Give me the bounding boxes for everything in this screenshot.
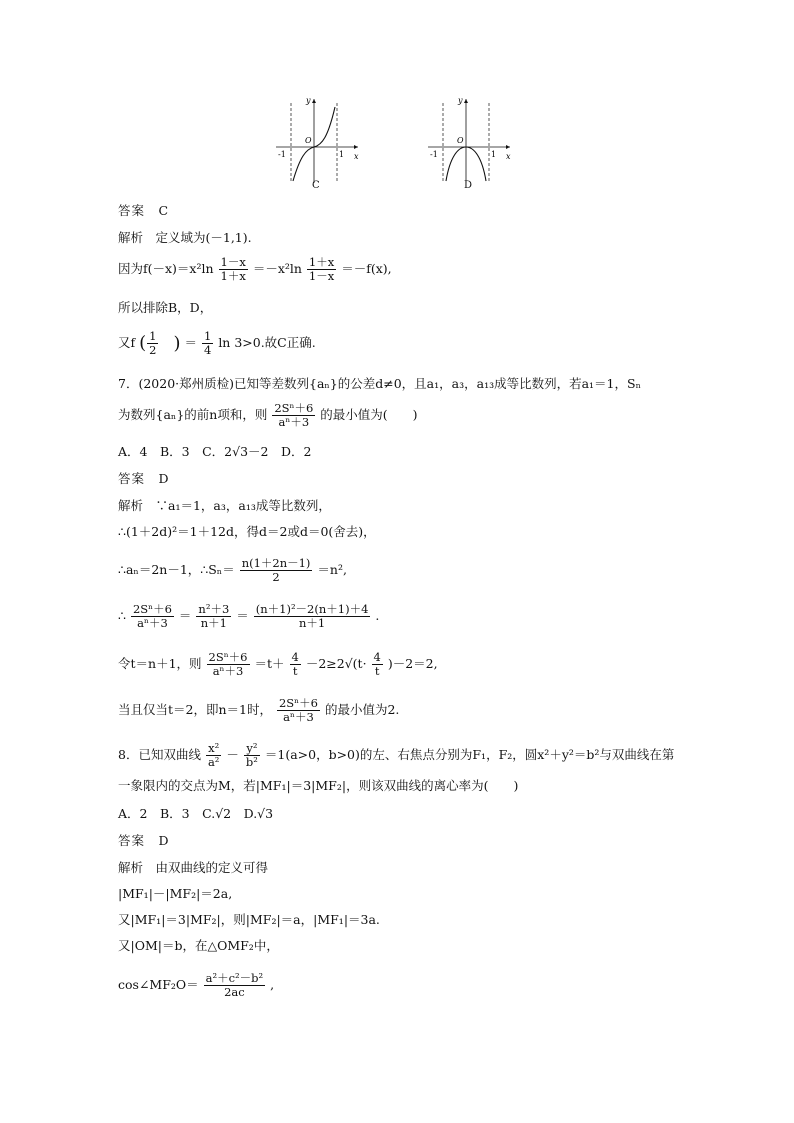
denominator: a² bbox=[207, 755, 220, 769]
tick-neg-label: -1 bbox=[430, 150, 438, 159]
fraction bbox=[240, 557, 313, 584]
text: ＝－f(x), bbox=[341, 261, 392, 276]
q8-stem-line1 bbox=[118, 742, 674, 769]
text: ∴aₙ＝2n－1，∴Sₙ＝ bbox=[118, 562, 235, 577]
denominator: 1＋x bbox=[220, 269, 246, 283]
graph-d bbox=[424, 95, 514, 187]
graph-c-label: C bbox=[312, 180, 320, 191]
text: 又f bbox=[118, 335, 136, 350]
fraction bbox=[244, 742, 260, 769]
denominator: aⁿ＋3 bbox=[278, 415, 310, 429]
numerator: 2Sⁿ＋6 bbox=[274, 401, 314, 415]
q8-options: A．2 B．3 C.√2 D.√3 bbox=[118, 806, 274, 821]
q7-analysis-2: ∴(1＋2d)²＝1＋12d，得d＝2或d＝0(舍去)， bbox=[118, 524, 376, 539]
numerator: 1－x bbox=[220, 255, 246, 269]
denominator: 2ac bbox=[224, 985, 245, 999]
tick-neg-label: -1 bbox=[278, 150, 286, 159]
origin-label: O bbox=[457, 136, 464, 145]
q8-analysis-1: 解析 由双曲线的定义可得 bbox=[118, 860, 269, 875]
text: ＝n², bbox=[317, 562, 347, 577]
denominator: b² bbox=[245, 755, 258, 769]
axis-x-label: x bbox=[354, 152, 359, 161]
text: 因为f(－x)＝x²ln bbox=[118, 261, 214, 276]
denominator: 2 bbox=[272, 570, 280, 584]
numerator: 2Sⁿ＋6 bbox=[208, 650, 248, 664]
text: . bbox=[375, 608, 380, 623]
q6-line3 bbox=[118, 256, 392, 283]
fraction bbox=[196, 603, 231, 630]
denominator: aⁿ＋3 bbox=[137, 616, 168, 630]
text: 当且仅当t＝2，即n＝1时， bbox=[118, 702, 272, 717]
origin-label: O bbox=[305, 136, 312, 145]
fraction bbox=[307, 256, 336, 283]
tick-pos-label: 1 bbox=[491, 150, 497, 159]
text: 的最小值为( ) bbox=[320, 407, 418, 422]
text: 为数列{aₙ}的前n项和，则 bbox=[118, 407, 268, 422]
text: ＝ bbox=[236, 608, 249, 623]
q6-analysis: 解析 定义域为(－1,1). bbox=[118, 230, 252, 245]
q7-stem-line2 bbox=[118, 402, 418, 429]
numerator: x² bbox=[206, 742, 221, 756]
fraction bbox=[207, 651, 250, 678]
q7-analysis-5 bbox=[118, 651, 438, 678]
fraction bbox=[254, 603, 371, 630]
q6-answer: 答案 C bbox=[118, 203, 170, 218]
fraction bbox=[290, 651, 301, 678]
fraction bbox=[272, 402, 315, 429]
q7-analysis-4 bbox=[118, 603, 379, 630]
axis-x-label: x bbox=[506, 152, 511, 161]
q7-stem-line1: 7．(2020·郑州质检)已知等差数列{aₙ}的公差d≠0，且a₁，a₃，a₁₃成等比数列，若a₁＝1，Sₙ bbox=[118, 376, 641, 391]
denominator: t bbox=[374, 664, 380, 678]
denominator: n＋1 bbox=[200, 616, 227, 630]
numerator: 1＋x bbox=[308, 255, 335, 269]
text: ＝t＋ bbox=[254, 656, 285, 671]
numerator: 1 bbox=[204, 329, 212, 343]
numerator: 2Sⁿ＋6 bbox=[278, 696, 318, 710]
fraction bbox=[147, 330, 158, 357]
axis-y-label: y bbox=[306, 96, 311, 105]
text: ∴ bbox=[118, 608, 126, 623]
denominator: 4 bbox=[204, 343, 212, 357]
numerator: y² bbox=[244, 742, 260, 756]
q7-analysis-1: 解析 ∵a₁＝1，a₃，a₁₃成等比数列， bbox=[118, 498, 331, 513]
text: ＝ bbox=[178, 608, 192, 623]
numerator: 4 bbox=[373, 650, 381, 664]
numerator: n(1＋2n－1) bbox=[241, 556, 311, 570]
text: , bbox=[270, 977, 275, 992]
q6-line4: 所以排除B，D， bbox=[118, 300, 213, 315]
q7-answer: 答案 D bbox=[118, 471, 170, 486]
text: 令t＝n＋1，则 bbox=[118, 656, 202, 671]
axis-y-label: y bbox=[458, 96, 463, 105]
text: ＝1(a>0，b>0)的左、右焦点分别为F₁，F₂，圆x²＋y²＝b²与双曲线在第 bbox=[264, 747, 675, 762]
denominator: n＋1 bbox=[298, 616, 326, 630]
graph-d-label: D bbox=[464, 180, 473, 191]
q8-analysis-4: 又|OM|＝b，在△OMF₂中， bbox=[118, 938, 279, 953]
q8-analysis-3: 又|MF₁|＝3|MF₂|，则|MF₂|＝a，|MF₁|＝3a. bbox=[118, 912, 380, 927]
q8-answer: 答案 D bbox=[118, 833, 170, 848]
q6-line5: 又f ( $\frac{1}{2}$ ) ＝ $\frac{1}{4}$ ln 3>0.故C正确. bbox=[118, 329, 316, 357]
fraction bbox=[131, 603, 174, 630]
numerator: n²＋3 bbox=[198, 602, 230, 616]
graph-c bbox=[272, 95, 362, 187]
numerator: 2Sⁿ＋6 bbox=[132, 602, 172, 616]
text: 8．已知双曲线 bbox=[118, 747, 201, 762]
numerator: (n＋1)²－2(n＋1)＋4 bbox=[255, 602, 369, 616]
denominator: 2 bbox=[149, 343, 157, 357]
q8-analysis-2: |MF₁|－|MF₂|＝2a, bbox=[118, 886, 233, 901]
fraction bbox=[219, 256, 248, 283]
text: )－2＝2, bbox=[387, 656, 438, 671]
text: ＝ bbox=[184, 335, 198, 350]
text: ln 3>0.故C正确. bbox=[218, 335, 316, 350]
text: cos∠MF₂O＝ bbox=[118, 977, 199, 992]
text: ＝－x²ln bbox=[252, 261, 302, 276]
tick-pos-label: 1 bbox=[339, 150, 345, 159]
q7-analysis-3 bbox=[118, 557, 347, 584]
denominator: t bbox=[292, 664, 298, 678]
fraction bbox=[202, 330, 213, 357]
fraction bbox=[277, 697, 320, 724]
text: 的最小值为2. bbox=[324, 702, 400, 717]
denominator: aⁿ＋3 bbox=[283, 710, 314, 724]
q7-analysis-6 bbox=[118, 697, 399, 724]
text: － bbox=[226, 747, 239, 762]
denominator: aⁿ＋3 bbox=[212, 664, 244, 678]
fraction bbox=[204, 972, 266, 999]
text: －2≥2√(t· bbox=[305, 656, 367, 671]
fraction bbox=[372, 651, 383, 678]
numerator: 1 bbox=[149, 329, 157, 343]
q8-stem-line2: 一象限内的交点为M，若|MF₁|＝3|MF₂|，则该双曲线的离心率为( ) bbox=[118, 778, 519, 793]
numerator: 4 bbox=[291, 650, 299, 664]
q8-analysis-5 bbox=[118, 972, 274, 999]
denominator: 1－x bbox=[308, 269, 335, 283]
fraction bbox=[206, 742, 221, 769]
numerator: a²＋c²－b² bbox=[205, 971, 264, 985]
q7-options: A．4 B．3 C．2√3－2 D．2 bbox=[118, 444, 312, 459]
